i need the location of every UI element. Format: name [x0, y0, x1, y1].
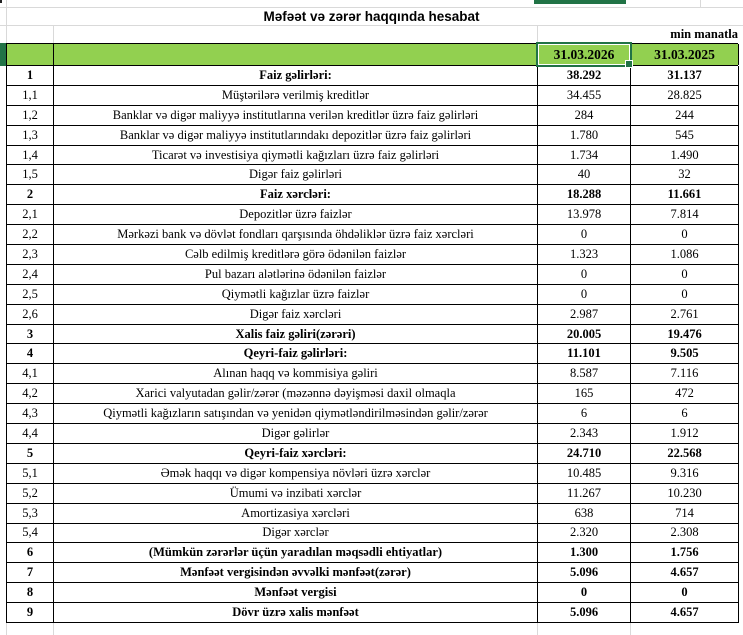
gridline-vertical-top-right: [700, 0, 701, 7]
row-value-2026-cell[interactable]: 1.780: [538, 126, 631, 145]
table-row: [7, 205, 739, 225]
row-label-cell[interactable]: Digər xərclər: [54, 524, 538, 543]
row-value-2025-cell[interactable]: 9.316: [631, 464, 739, 483]
row-value-2026-cell[interactable]: 0: [538, 583, 631, 602]
row-number-cell[interactable]: 2,6: [7, 305, 54, 324]
row-value-2026-cell[interactable]: 638: [538, 504, 631, 523]
header-date-2026: 31.03.2026: [553, 46, 615, 62]
row-number-cell[interactable]: 2,4: [7, 265, 54, 284]
row-value-2025-cell[interactable]: 4.657: [631, 603, 739, 622]
row-value-2026-cell[interactable]: 11.267: [538, 484, 631, 503]
row-value-2026-cell[interactable]: 5.096: [538, 603, 631, 622]
row-value-2026-cell[interactable]: 8.587: [538, 364, 631, 383]
table-row: [7, 464, 739, 484]
table-row: [7, 444, 739, 464]
row-value-2025-cell[interactable]: 28.825: [631, 86, 739, 105]
table-row: [7, 524, 739, 544]
row-number-cell[interactable]: 2,3: [7, 245, 54, 264]
row-value-2026-cell[interactable]: 2.320: [538, 524, 631, 543]
row-value-2026-cell[interactable]: 284: [538, 106, 631, 125]
header-date-2025: 31.03.2025: [654, 46, 715, 62]
row-number-cell[interactable]: 1: [7, 66, 54, 85]
row-label-cell[interactable]: Banklar və digər maliyyə institutlarına verilən kreditlər üzrə faiz gəlirləri: [54, 106, 538, 125]
header-cell-2026 selected-cell[interactable]: [538, 44, 631, 65]
row-value-2025-cell[interactable]: 2.308: [631, 524, 739, 543]
row-value-2025-cell[interactable]: 1.756: [631, 543, 739, 562]
table-row: [7, 504, 739, 524]
gridline-stub-bottom-1: [53, 623, 54, 635]
row-value-2025-cell[interactable]: 2.761: [631, 305, 739, 324]
row-label-cell[interactable]: Qiymətli kağızların satışından və yenidən qiymətləndirilməsindən gəlir/zərər: [54, 404, 538, 423]
row-number-cell[interactable]: 1,1: [7, 86, 54, 105]
row-value-2026-cell[interactable]: 24.710: [538, 444, 631, 463]
row-value-2026-cell[interactable]: 2.987: [538, 305, 631, 324]
row-value-2025-cell[interactable]: 9.505: [631, 344, 739, 363]
row-label-cell[interactable]: Digər gəlirlər: [54, 424, 538, 443]
table-row: [7, 305, 739, 325]
table-row: [7, 185, 739, 205]
row-number-cell[interactable]: 5: [7, 444, 54, 463]
row-value-2025-cell[interactable]: 7.116: [631, 364, 739, 383]
row-number-cell[interactable]: 4,2: [7, 384, 54, 403]
unit-note[interactable]: min manatla: [670, 27, 738, 41]
row-number-cell[interactable]: 9: [7, 603, 54, 622]
row-label-cell[interactable]: Faiz xərcləri:: [54, 185, 538, 204]
row-value-2026-cell[interactable]: 13.978: [538, 205, 631, 224]
row-number-cell[interactable]: 1,3: [7, 126, 54, 145]
table-row: [7, 245, 739, 265]
gridline-vertical-colC: [537, 25, 538, 43]
row-label-cell[interactable]: Faiz gəlirləri:: [54, 66, 538, 85]
row-value-2025-cell[interactable]: 7.814: [631, 205, 739, 224]
row-label-cell[interactable]: Alınan haqq və kommisiya gəliri: [54, 364, 538, 383]
row-label-cell[interactable]: Banklar və digər maliyyə institutlarındakı depozitlər üzrə faiz gəlirləri: [54, 126, 538, 145]
header-cell-label[interactable]: [54, 44, 538, 65]
row-number-cell[interactable]: 2: [7, 185, 54, 204]
row-label-cell[interactable]: Qiymətli kağızlar üzrə faizlər: [54, 285, 538, 304]
row-value-2025-cell[interactable]: 1.490: [631, 146, 739, 165]
table-row: [7, 165, 739, 185]
row-value-2026-cell[interactable]: 6: [538, 404, 631, 423]
table-row: [7, 603, 739, 623]
table-row: [7, 484, 739, 504]
row-number-cell[interactable]: 1,5: [7, 165, 54, 184]
row-value-2026-cell[interactable]: 18.288: [538, 185, 631, 204]
table-row: [7, 146, 739, 166]
table-row: [7, 543, 739, 563]
row-number-cell[interactable]: 5,2: [7, 484, 54, 503]
row-number-cell[interactable]: 5,4: [7, 524, 54, 543]
row-label-cell[interactable]: Xalis faiz gəliri(zərəri): [54, 325, 538, 344]
row-value-2025-cell[interactable]: 11.661: [631, 185, 739, 204]
table-row: [7, 364, 739, 384]
row-value-2026-cell[interactable]: 165: [538, 384, 631, 403]
row-label-cell[interactable]: Qeyri-faiz xərcləri:: [54, 444, 538, 463]
row-value-2026-cell[interactable]: 20.005: [538, 325, 631, 344]
row-value-2025-cell[interactable]: 22.568: [631, 444, 739, 463]
row-number-cell[interactable]: 4,3: [7, 404, 54, 423]
row-label-cell[interactable]: Ümumi və inzibati xərclər: [54, 484, 538, 503]
row-value-2025-cell[interactable]: 10.230: [631, 484, 739, 503]
row-value-2025-cell[interactable]: 6: [631, 404, 739, 423]
row-value-2025-cell[interactable]: 472: [631, 384, 739, 403]
row-number-cell[interactable]: 2,2: [7, 225, 54, 244]
row-value-2025-cell[interactable]: 545: [631, 126, 739, 145]
row-value-2025-cell[interactable]: 0: [631, 225, 739, 244]
row-label-cell[interactable]: (Mümkün zərərlər üçün yaradılan məqsədli ehtiyatlar): [54, 543, 538, 562]
row-value-2026-cell[interactable]: 34.455: [538, 86, 631, 105]
row-label-cell[interactable]: Mərkəzi bank və dövlət fondları qarşısında öhdəliklər üzrə faiz xərcləri: [54, 225, 538, 244]
row-label-cell[interactable]: Cəlb edilmiş kreditlərə görə ödənilən faizlər: [54, 245, 538, 264]
row-label-cell[interactable]: Amortizasiya xərcləri: [54, 504, 538, 523]
row-label-cell[interactable]: Mənfəət vergisindən əvvəlki mənfəət(zərər): [54, 563, 538, 582]
gridline-horizontal-under-title: [0, 25, 743, 26]
table-row: [7, 325, 739, 345]
row-label-cell[interactable]: Digər faiz gəlirləri: [54, 165, 538, 184]
row-number-cell[interactable]: 4,4: [7, 424, 54, 443]
row-label-cell[interactable]: Ticarət və investisiya qiymətli kağızları üzrə faiz gəlirləri: [54, 146, 538, 165]
row-value-2025-cell[interactable]: 1.086: [631, 245, 739, 264]
row-value-2025-cell[interactable]: 244: [631, 106, 739, 125]
table-row: [7, 66, 739, 86]
row-value-2026-cell[interactable]: 0: [538, 285, 631, 304]
row-value-2026-cell[interactable]: 5.096: [538, 563, 631, 582]
table-header-row: [6, 43, 738, 66]
table-row: [7, 106, 739, 126]
selection-border-fragment: [534, 0, 626, 4]
row-value-2026-cell[interactable]: 40: [538, 165, 631, 184]
row-value-2026-cell[interactable]: 11.101: [538, 344, 631, 363]
row-number-cell[interactable]: 6: [7, 543, 54, 562]
row-label-cell[interactable]: Depozitlər üzrə faizlər: [54, 205, 538, 224]
row-number-cell[interactable]: 2,1: [7, 205, 54, 224]
header-cell-2025[interactable]: [631, 44, 739, 65]
table-row: [7, 563, 739, 583]
gridline-stub-bottom-2: [537, 623, 538, 635]
pl-table: [6, 66, 738, 623]
row-value-2025-cell[interactable]: 19.476: [631, 325, 739, 344]
row-label-cell[interactable]: Mənfəət vergisi: [54, 583, 538, 602]
row-value-2026-cell[interactable]: 1.734: [538, 146, 631, 165]
row-value-2025-cell[interactable]: 32: [631, 165, 739, 184]
row-number-cell[interactable]: 4: [7, 344, 54, 363]
row-number-cell[interactable]: 4,1: [7, 364, 54, 383]
row-label-cell[interactable]: Dövr üzrə xalis mənfəət: [54, 603, 538, 622]
row-number-cell[interactable]: 8: [7, 583, 54, 602]
gridline-stub-bottom-3: [630, 623, 631, 635]
table-row: [7, 265, 739, 285]
gridline-vertical-colA: [53, 25, 54, 43]
row-value-2025-cell[interactable]: 714: [631, 504, 739, 523]
row-value-2026-cell[interactable]: 1.300: [538, 543, 631, 562]
table-row: [7, 344, 739, 364]
corner-artifact: [0, 0, 2, 3]
row-label-cell[interactable]: Xarici valyutadan gəlir/zərər (məzənnə dəyişməsi daxil olmaqla: [54, 384, 538, 403]
row-value-2026-cell[interactable]: 0: [538, 225, 631, 244]
row-number-cell[interactable]: 3: [7, 325, 54, 344]
row-label-cell[interactable]: Digər faiz xərcləri: [54, 305, 538, 324]
table-row: [7, 225, 739, 245]
row-value-2025-cell[interactable]: 1.912: [631, 424, 739, 443]
row-value-2025-cell[interactable]: 0: [631, 583, 739, 602]
table-row: [7, 126, 739, 146]
row-number-cell[interactable]: 2,5: [7, 285, 54, 304]
row-value-2026-cell[interactable]: 2.343: [538, 424, 631, 443]
row-value-2025-cell[interactable]: 0: [631, 265, 739, 284]
row-value-2026-cell[interactable]: 0: [538, 265, 631, 284]
header-cell-number[interactable]: [7, 44, 54, 65]
table-row: [7, 583, 739, 603]
table-row: [7, 404, 739, 424]
report-title[interactable]: Məfəət və zərər haqqında hesabat: [263, 8, 480, 24]
row-value-2025-cell[interactable]: 0: [631, 285, 739, 304]
row-label-cell[interactable]: Əmək haqqı və digər kompensiya növləri üzrə xərclər: [54, 464, 538, 483]
row-value-2026-cell[interactable]: 10.485: [538, 464, 631, 483]
row-number-cell[interactable]: 1,4: [7, 146, 54, 165]
row-number-cell[interactable]: 1,2: [7, 106, 54, 125]
row-value-2026-cell[interactable]: 38.292: [538, 66, 631, 85]
row-number-cell[interactable]: 5,1: [7, 464, 54, 483]
row-label-cell[interactable]: Qeyri-faiz gəlirləri:: [54, 344, 538, 363]
row-value-2025-cell[interactable]: 31.137: [631, 66, 739, 85]
table-row: [7, 86, 739, 106]
row-label-cell[interactable]: Müştərilərə verilmiş kreditlər: [54, 86, 538, 105]
table-row: [7, 424, 739, 444]
row-number-cell[interactable]: 7: [7, 563, 54, 582]
table-row: [7, 285, 739, 305]
row-label-cell[interactable]: Pul bazarı alətlərinə ödənilən faizlər: [54, 265, 538, 284]
row-value-2025-cell[interactable]: 4.657: [631, 563, 739, 582]
row-value-2026-cell[interactable]: 1.323: [538, 245, 631, 264]
row-number-cell[interactable]: 5,3: [7, 504, 54, 523]
fill-handle[interactable]: [625, 60, 633, 68]
table-row: [7, 384, 739, 404]
